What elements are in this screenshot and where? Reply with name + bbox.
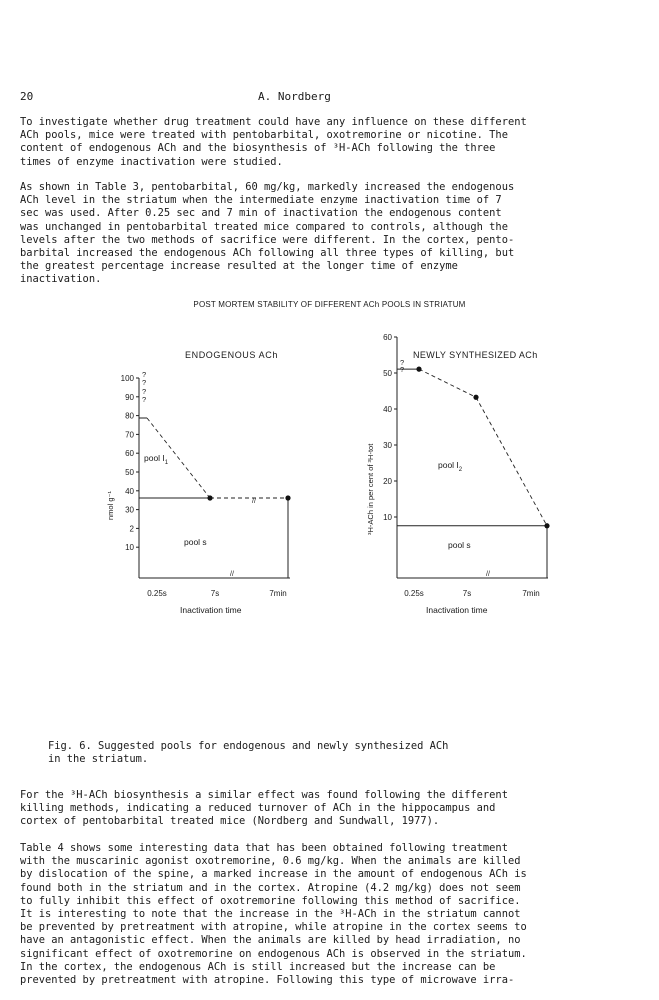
- left-pool-1-label: pool $I_1$: [144, 453, 169, 466]
- right-data-point: [416, 367, 421, 372]
- figure-caption: Fig. 6. Suggested pools for endogenous and newly synthesized ACh in the striatum.: [48, 740, 449, 766]
- svg-text:?: ?: [400, 365, 405, 374]
- right-x-axis-label: Inactivation time: [426, 605, 488, 615]
- left-x-tick-label: 7min: [269, 589, 287, 598]
- left-y-ticks: [121, 374, 139, 552]
- page-number: 20: [20, 90, 34, 103]
- right-y-tick-label: 60: [383, 333, 392, 342]
- left-pool-s-label: pool s: [184, 537, 207, 547]
- left-x-tick-label: 0.25s: [147, 589, 167, 598]
- right-y-ticks: [383, 333, 397, 522]
- right-decay-line-2: [476, 397, 547, 526]
- svg-text:?: ?: [142, 387, 147, 396]
- right-y-tick-label: 50: [383, 369, 392, 378]
- figure-title: POST MORTEM STABILITY OF DIFFERENT ACh POOLS IN STRIATUM: [193, 300, 466, 309]
- left-break-mark: //: [230, 571, 234, 578]
- running-head: A. Nordberg: [258, 90, 331, 103]
- left-y-tick-label: 100: [120, 374, 134, 383]
- right-chart: [366, 333, 550, 615]
- right-pool-2-label: pool $I_2$: [438, 460, 463, 473]
- right-pool-s-label: pool s: [448, 540, 471, 550]
- right-x-tick-label: 7s: [462, 589, 472, 598]
- right-x-tick-label: 0.25s: [404, 589, 424, 598]
- right-data-point: [544, 523, 549, 528]
- paragraph-4: Table 4 shows some interesting data that has been obtained following treatment with the muscarinic agonist oxotremorine, 0.6 mg/kg. When the animals are killed by dislocation of the spine, a marked increase in the amount of endogenous ACh is found both in the striatum and in the cortex. Atropine (4.2 mg/kg) does not seem to fully inhibit this effect of oxotremorine following this method of sacrifice. It is interesting to note that the increase in the ³H-ACh in the striatum cannot be prevented by pretreatment with atropine, while atropine in the cortex seems to have an antagonistic effect. When the animals are killed by head irradiation, no significant effect of oxotremorine on endogenous ACh is observed in the striatum. In the cortex, the endogenous ACh is still increased but the increase can be prevented by pretreatment with atropine. Following this type of microwave irra-: [20, 842, 527, 987]
- right-x-tick-labels: [404, 589, 539, 598]
- svg-text:?: ?: [142, 370, 147, 379]
- paragraph-2: As shown in Table 3, pentobarbital, 60 mg/kg, markedly increased the endogenous ACh level in the striatum when the intermediate enzyme inactivation time of 7 sec was used. After 0.25 sec and 7 min of inactivation the endogenous content was unchanged in pentobarbital treated mice compared to controls, although the levels after the two methods of sacrifice were different. In the cortex, pento- barbital increased the endogenous ACh following all three types of killing, but the greatest percentage increase resulted at the longer time of enzyme inactivation.: [20, 181, 515, 286]
- left-series: [139, 418, 291, 578]
- left-y-tick-label: 30: [125, 505, 134, 515]
- paragraph-1: To investigate whether drug treatment could have any influence on these different ACh pools, mice were treated with pentobarbital, oxotremorine or nicotine. The content of endogenous ACh and the biosynthesis of ³H-ACh following the three times of enzyme inactivation were studied.: [20, 116, 527, 168]
- left-x-axis-label: Inactivation time: [180, 605, 242, 615]
- left-y-tick-label: 2: [129, 524, 134, 534]
- left-data-point: [285, 495, 290, 500]
- figure-6: [0, 320, 659, 640]
- right-data-point: [473, 395, 478, 400]
- right-break-mark: //: [486, 571, 490, 578]
- svg-text:?: ?: [400, 358, 405, 367]
- left-chart: [106, 350, 291, 615]
- paragraph-3: For the ³H-ACh biosynthesis a similar effect was found following the different killing methods, indicating a reduced turnover of ACh in the hippocampus and cortex of pentobarbital treated mice (Nordberg and Sundwall, 1977).: [20, 789, 508, 828]
- left-y-tick-label: 60: [125, 449, 134, 459]
- left-y-tick-label: 80: [125, 411, 134, 421]
- left-y-tick-label: 50: [125, 468, 134, 477]
- left-data-point: [207, 495, 212, 500]
- right-chart-title: NEWLY SYNTHESIZED ACh: [413, 350, 538, 360]
- right-y-tick-label: 40: [383, 405, 392, 414]
- left-y-tick-label: 70: [125, 430, 134, 440]
- left-break-mark-dashed: //: [252, 498, 256, 505]
- left-x-tick-labels: [147, 589, 286, 598]
- left-y-axis-label: nmol g⁻¹: [106, 491, 115, 520]
- left-uncertain-marks: [142, 370, 146, 404]
- right-uncertain-marks: [400, 358, 404, 374]
- right-y-tick-label: 30: [383, 441, 392, 450]
- left-x-tick-label: 7s: [210, 589, 220, 598]
- right-y-tick-label: 10: [383, 513, 392, 522]
- svg-text:?: ?: [142, 378, 147, 387]
- left-y-tick-label: 40: [125, 486, 134, 496]
- svg-text:?: ?: [142, 395, 147, 404]
- left-y-tick-label: 90: [125, 392, 134, 402]
- right-y-axis-label: ³H-ACh in per cent of ³H-tot: [366, 443, 375, 535]
- right-series: [397, 367, 550, 578]
- right-x-tick-label: 7min: [522, 589, 540, 598]
- right-y-tick-label: 20: [383, 477, 392, 486]
- right-decay-line-1: [419, 369, 476, 397]
- left-y-tick-label: 10: [125, 543, 134, 553]
- left-chart-title: ENDOGENOUS ACh: [185, 350, 278, 360]
